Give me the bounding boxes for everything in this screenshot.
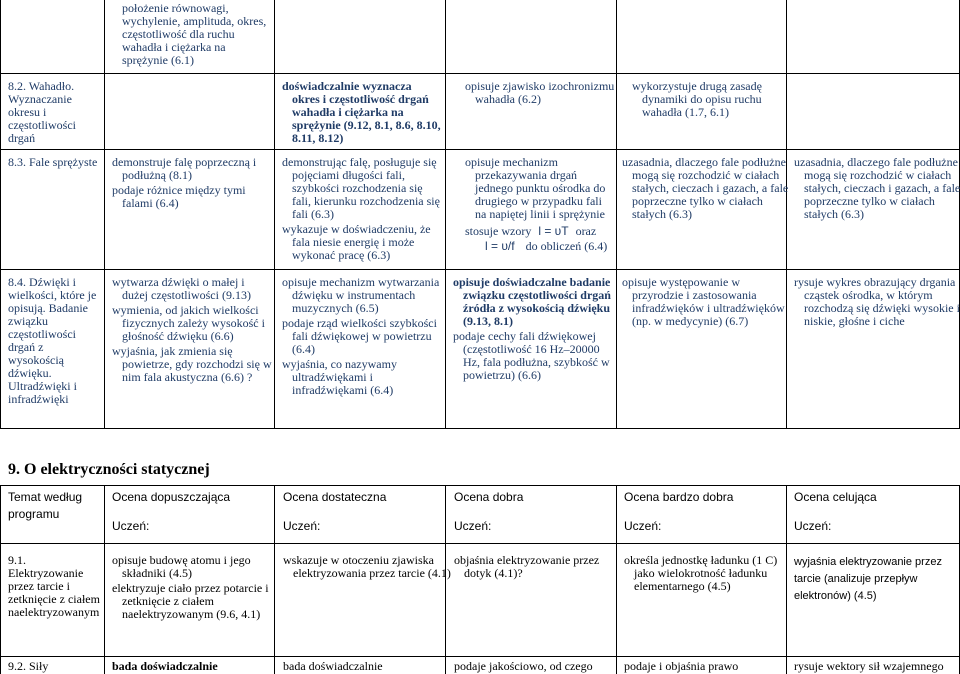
row-divider — [0, 656, 960, 657]
formula-lambda-v-over-f: l = υ/f — [485, 239, 515, 253]
row-8-4-sufficient-a: opisuje mechanizm wytwarzania dźwięku w instrumentach muzycznych (6.5) — [282, 275, 440, 315]
row-8-4-good-a: opisuje doświadczalne badanie związku częstotliwości drgań źródła z wysokością dźwięku (9.13, 8.1) — [453, 275, 611, 328]
row-9-2-sufficient: bada doświadczalnie — [283, 659, 383, 673]
row-8-2-very-good: wykorzystuje drugą zasadę dynamiki do opisu ruchu wahadła (1.7, 6.1) — [632, 79, 762, 119]
row-8-4-excellent: rysuje wykres obrazujący drgania cząstek ośrodka, w którym rozchodzą się dźwięki wysokie i niskie, głośne i ciche — [794, 275, 960, 328]
col-divider — [274, 485, 275, 674]
row-8-4-sufficient — [282, 276, 442, 399]
row-8-4-pass-c: wyjaśnia, jak zmienia się powietrze, gdy rozchodzi się w nim fala akustyczna (6.6) ? — [112, 344, 272, 384]
row-9-2-pass: bada doświadczalnie — [112, 659, 218, 673]
row-8-3-very-good: uzasadnia, dlaczego fale podłużne mogą się rozchodzić w ciałach stałych, cieczach i gazach, a fale poprzeczne tylko w ciałach stałych (6.3) — [622, 155, 789, 221]
row-8-4-good — [453, 276, 613, 384]
row-9-1-pass-a: opisuje budowę atomu i jego składniki (4.5) — [112, 553, 251, 580]
col-divider — [104, 0, 105, 428]
row-9-1-very-good: określa jednostkę ładunku (1 C) jako wielokrotność ładunku elementarnego (4.5) — [624, 553, 778, 593]
student-label: Uczeń: — [794, 519, 832, 533]
top-fragment-text: położenie równowagi, wychylenie, amplituda, okres, częstotliwość dla ruchu wahadła i ciężarka na sprężynie (6.1) — [122, 1, 267, 67]
header-divider — [0, 543, 960, 544]
row-8-3-good-c — [465, 240, 613, 253]
table-border — [0, 485, 960, 486]
top-table-border — [0, 73, 960, 74]
col-divider — [0, 485, 1, 674]
row-8-3-sufficient — [282, 156, 442, 264]
topic-8-4: 8.4. Dźwięki i wielkości, które je opisują. Badanie związku częstotliwości drgań z wysokością dźwięku. Ultradźwięki i infradźwięki — [8, 275, 97, 406]
row-8-3-good-a: opisuje mechanizm przekazywania drgań jednego punktu ośrodka do drugiego w przypadku fali na napiętej linii i sprężynie — [465, 155, 606, 221]
col-divider — [274, 0, 275, 428]
row-8-3-pass-b: podaje różnice między tymi falami (6.4) — [112, 183, 246, 210]
formula-intro: stosuje wzory — [465, 224, 532, 238]
row-9-1-sufficient: wskazuje w otoczeniu zjawiska elektryzowania przez tarcie (4.1) — [283, 553, 451, 580]
student-label: Uczeń: — [112, 519, 150, 533]
section-9-heading: 9. O elektryczności statycznej — [8, 461, 210, 478]
student-label: Uczeń: — [283, 519, 321, 533]
header-pass: Ocena dopuszczająca — [112, 490, 231, 504]
col-divider — [0, 0, 1, 428]
row-8-3-sufficient-a: demonstrując falę, posługuje się pojęciami długości fali, szybkości rozchodzenia się fali, kierunku rozchodzenia się fali (6.3) — [282, 155, 440, 221]
header-good: Ocena dobra — [454, 490, 524, 504]
row-8-3-pass-a: demonstruje falę poprzeczną i podłużną (8.1) — [112, 155, 257, 182]
row-8-4-good-b: podaje cechy fali dźwiękowej (częstotliwość 16 Hz–20000 Hz, fala podłużna, szybkość w powietrzu) (6.6) — [453, 329, 610, 382]
table-bottom-border — [0, 428, 960, 429]
row-divider — [0, 269, 960, 270]
row-9-1-pass — [112, 554, 272, 623]
row-8-3-sufficient-b: wykazuje w doświadczeniu, że fala niesie energię i może wykonać pracę (6.3) — [282, 222, 431, 262]
row-9-1-good: objaśnia elektryzowanie przez dotyk (4.1)? — [454, 553, 600, 580]
col-divider — [104, 485, 105, 674]
formula-lambda-vT: l = υT — [538, 224, 569, 238]
row-9-1-excellent: wyjaśnia elektryzowanie przez tarcie (analizuje przepływ elektronów) (4.5) — [794, 556, 942, 602]
topic-9-1: 9.1. Elektryzowanie przez tarcie i zetknięcie z ciałem naelektryzowanym — [8, 553, 100, 619]
row-9-2-good: podaje jakościowo, od czego — [454, 659, 593, 673]
row-8-2-sufficient: doświadczalnie wyznacza okres i częstotliwość drgań wahadła i ciężarka na sprężynie (9.12, 8.1, 8.6, 8.10, 8.11, 8.12) — [282, 79, 441, 145]
student-label: Uczeń: — [454, 519, 492, 533]
header-excellent: Ocena celująca — [794, 490, 877, 504]
topic-8-2: 8.2. Wahadło. Wyznaczanie okresu i częstotliwości drgań — [8, 79, 76, 145]
row-divider — [0, 149, 960, 150]
row-8-3-pass — [112, 156, 272, 212]
header-sufficient: Ocena dostateczna — [283, 490, 387, 504]
row-8-2-good: opisuje zjawisko izochronizmu wahadła (6.2) — [465, 79, 615, 106]
header-topic: Temat według programu — [8, 490, 83, 521]
row-8-4-sufficient-c: wyjaśnia, co nazywamy ultradźwiękami i infradźwiękami (6.4) — [282, 357, 397, 397]
student-label: Uczeń: — [624, 519, 662, 533]
row-9-1-pass-b: elektryzuje ciało przez potarcie i zetknięcie z ciałem naelektryzowanym (9.6, 4.1) — [112, 581, 269, 621]
row-8-4-pass-b: wymienia, od jakich wielkości fizycznych zależy wysokość i głośność dźwięku (6.6) — [112, 303, 265, 343]
col-divider — [445, 0, 446, 428]
row-9-2-very-good: podaje i objaśnia prawo — [624, 659, 739, 673]
row-8-4-pass — [112, 276, 272, 386]
row-8-4-sufficient-b: podaje rząd wielkości szybkości fali dźwiękowej w powietrzu (6.4) — [282, 316, 437, 356]
row-8-4-pass-a: wytwarza dźwięki o małej i dużej częstotliwości (9.13) — [112, 275, 251, 302]
row-8-3-good — [465, 156, 613, 255]
row-9-2-excellent: rysuje wektory sił wzajemnego — [794, 659, 944, 673]
header-very-good: Ocena bardzo dobra — [624, 490, 734, 504]
formula-outro: do obliczeń (6.4) — [525, 239, 608, 253]
topic-9-2: 9.2. Siły — [8, 659, 49, 673]
col-divider — [616, 0, 617, 428]
row-8-3-good-b — [465, 225, 613, 238]
topic-8-3: 8.3. Fale sprężyste — [8, 155, 98, 169]
row-8-4-very-good: opisuje występowanie w przyrodzie i zastosowania infradźwięków i ultradźwięków (np. w medycynie) (6.7) — [622, 275, 785, 328]
formula-and: oraz — [575, 224, 597, 238]
row-8-3-excellent: uzasadnia, dlaczego fale podłużne mogą się rozchodzić w ciałach stałych, cieczach i gazach, a fale poprzeczne tylko w ciałach stałych (6.3) — [794, 155, 960, 221]
